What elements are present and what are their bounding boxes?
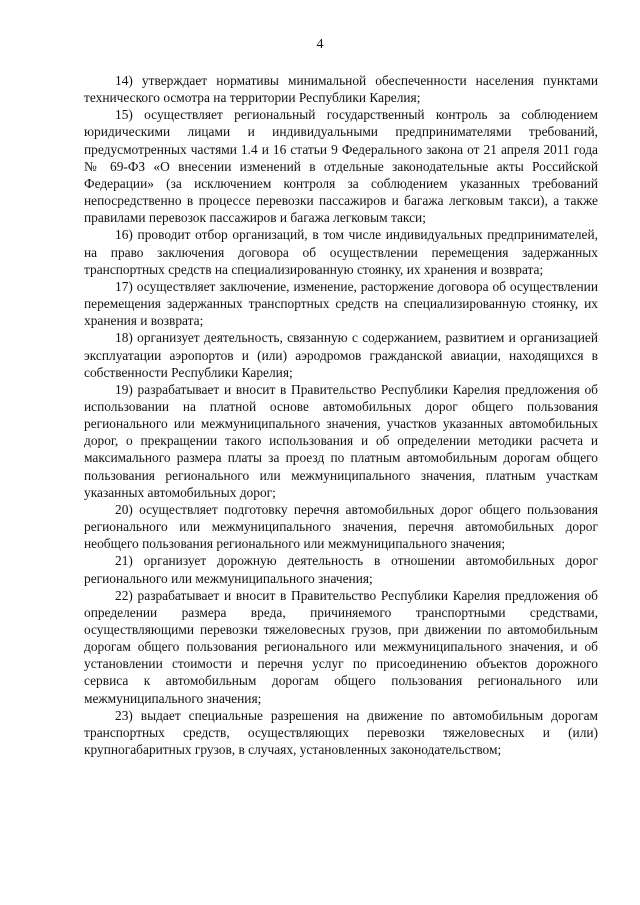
paragraph-23: 23) выдает специальные разрешения на движение по автомобильным дорогам транспортных средств, осуществляющих перевозки тяжеловесных и (или) крупногабаритных грузов, в случаях, установленных законодательством; <box>84 707 598 758</box>
paragraph-17: 17) осуществляет заключение, изменение, расторжение договора об осуществлении перемещения задержанных транспортных средств на специализированную стоянку, их хранения и возврата; <box>84 278 598 329</box>
paragraph-16: 16) проводит отбор организаций, в том числе индивидуальных предпринимателей, на право заключения договора об осуществлении перемещения задержанных транспортных средств на специализированную стоянку, их хранения и возврата; <box>84 227 598 277</box>
paragraph-20: 20) осуществляет подготовку перечня автомобильных дорог общего пользования регионального или межмуниципального значения, перечня автомобильных дорог необщего пользования регионального или межмуниципального значения; <box>84 501 598 552</box>
paragraph-14: 14) утверждает нормативы минимальной обеспеченности населения пунктами технического осмотра на территории Республики Карелия; <box>84 73 598 106</box>
document-body <box>84 72 598 758</box>
paragraph-15: 15) осуществляет региональный государственный контроль за соблюдением юридическими лицами и индивидуальными предпринимателями требований, предусмотренных частями 1.4 и 16 статьи 9 Федерального закона от 21 апреля 2011 года № 69-ФЗ «О внесении изменений в отдельные законодательные акты Российской Федерации» (за исключением контроля за соблюдением указанных требований непосредственно в процессе перевозки пассажиров и багажа легковым такси), а также правилами перевозок пассажиров и багажа легковым такси; <box>84 107 598 226</box>
paragraph-19: 19) разрабатывает и вносит в Правительство Республики Карелия предложения об использовании на платной основе автомобильных дорог общего пользования регионального или межмуниципального значения, участков указанных автомобильных дорог, о прекращении такого использования и об определении методики расчета и максимального размера платы за проезд по платным автомобильным дорогам общего пользования регионального или межмуниципального значения, платным участкам указанных автомобильных дорог; <box>84 381 598 500</box>
paragraph-22: 22) разрабатывает и вносит в Правительство Республики Карелия предложения об определении размера вреда, причиняемого транспортными средствами, осуществляющими перевозки тяжеловесных грузов, при движении по автомобильным дорогам общего пользования регионального или межмуниципального значения, и об установлении стоимости и перечня услуг по присоединению объектов дорожного сервиса к автомобильным дорогам общего пользования регионального или межмуниципального значения; <box>84 587 598 706</box>
page-number: 4 <box>316 37 324 52</box>
paragraph-18: 18) организует деятельность, связанную с содержанием, развитием и организацией эксплуатации аэропортов и (или) аэродромов гражданской авиации, находящихся в собственности Республики Карелия; <box>84 330 598 380</box>
paragraph-21: 21) организует дорожную деятельность в отношении автомобильных дорог регионального или межмуниципального значения; <box>84 553 598 586</box>
